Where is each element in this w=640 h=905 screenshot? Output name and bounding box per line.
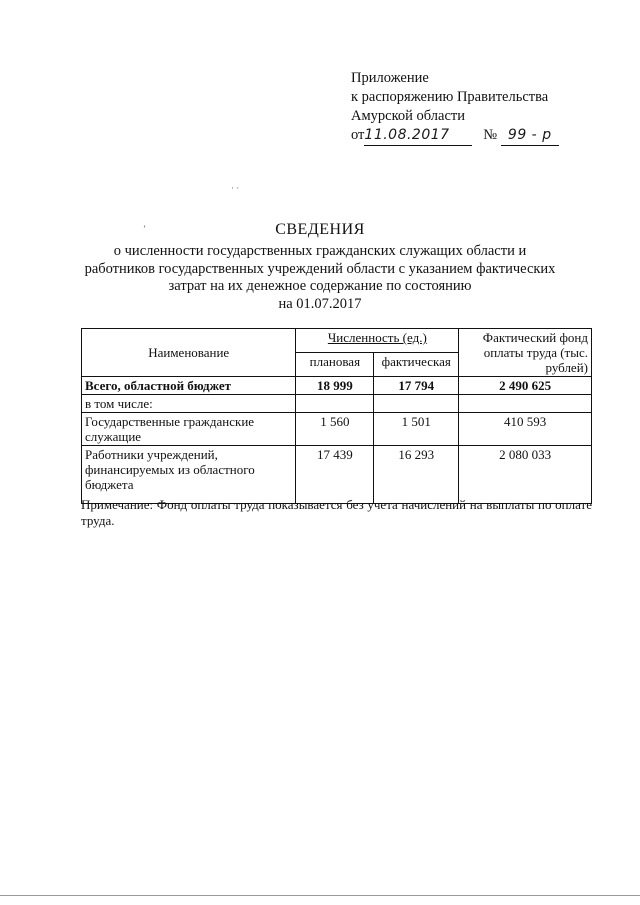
row-fund: 2 080 033 xyxy=(459,446,592,504)
subtitle-line: на 01.07.2017 xyxy=(278,295,362,312)
subtitle-line: работников государственных учреждений области с указанием фактических xyxy=(84,260,556,277)
scan-speck: ʼ xyxy=(143,224,146,234)
header-count-group: Численность (ед.) xyxy=(296,329,459,353)
row-actual: 16 293 xyxy=(374,446,459,504)
table-row xyxy=(82,446,592,504)
total-fund: 2 490 625 xyxy=(459,377,592,395)
document-subtitle xyxy=(60,243,580,313)
scan-speck: · · xyxy=(231,183,240,193)
row-fund: 410 593 xyxy=(459,413,592,446)
header-planned: плановая xyxy=(296,353,374,377)
total-name: Всего, областной бюджет xyxy=(82,377,296,395)
table-header-row xyxy=(82,329,592,353)
appendix-region-line: Амурской области xyxy=(351,108,465,124)
total-actual: 17 794 xyxy=(374,377,459,395)
document-title: СВЕДЕНИЯ xyxy=(275,221,365,238)
subtitle-line: о численности государственных гражданских служащих области и xyxy=(113,243,527,259)
number-prefix: № xyxy=(483,127,498,143)
footnote: Примечание: Фонд оплаты труда показывается без учета начислений на выплаты по оплате труда. xyxy=(81,497,592,528)
subtitle-line: затрат на их денежное содержание по состоянию xyxy=(168,278,472,294)
table-row-including xyxy=(82,395,592,413)
table-row-total xyxy=(82,377,592,395)
date-prefix: от xyxy=(351,127,365,143)
handwritten-number: 99 - р xyxy=(507,127,552,143)
scan-edge-line xyxy=(0,895,640,896)
appendix-title: Приложение xyxy=(351,70,429,86)
appendix-decree-line: к распоряжению Правительства xyxy=(351,89,549,105)
header-name: Наименование xyxy=(82,329,296,377)
decree-date-number xyxy=(351,126,559,146)
table-row xyxy=(82,413,592,446)
total-planned: 18 999 xyxy=(296,377,374,395)
row-planned: 17 439 xyxy=(296,446,374,504)
handwritten-date: 11.08.2017 xyxy=(364,127,450,143)
staff-table xyxy=(81,328,592,504)
row-name: Работники учреждений, финансируемых из областного бюджета xyxy=(82,446,296,504)
header-actual: фактическая xyxy=(374,353,459,377)
appendix-block xyxy=(351,69,548,126)
row-planned: 1 560 xyxy=(296,413,374,446)
header-fund: Фактический фонд оплаты труда (тыс. рублей) xyxy=(459,329,592,377)
row-name: Государственные гражданские служащие xyxy=(82,413,296,446)
including-label: в том числе: xyxy=(82,395,296,413)
row-actual: 1 501 xyxy=(374,413,459,446)
